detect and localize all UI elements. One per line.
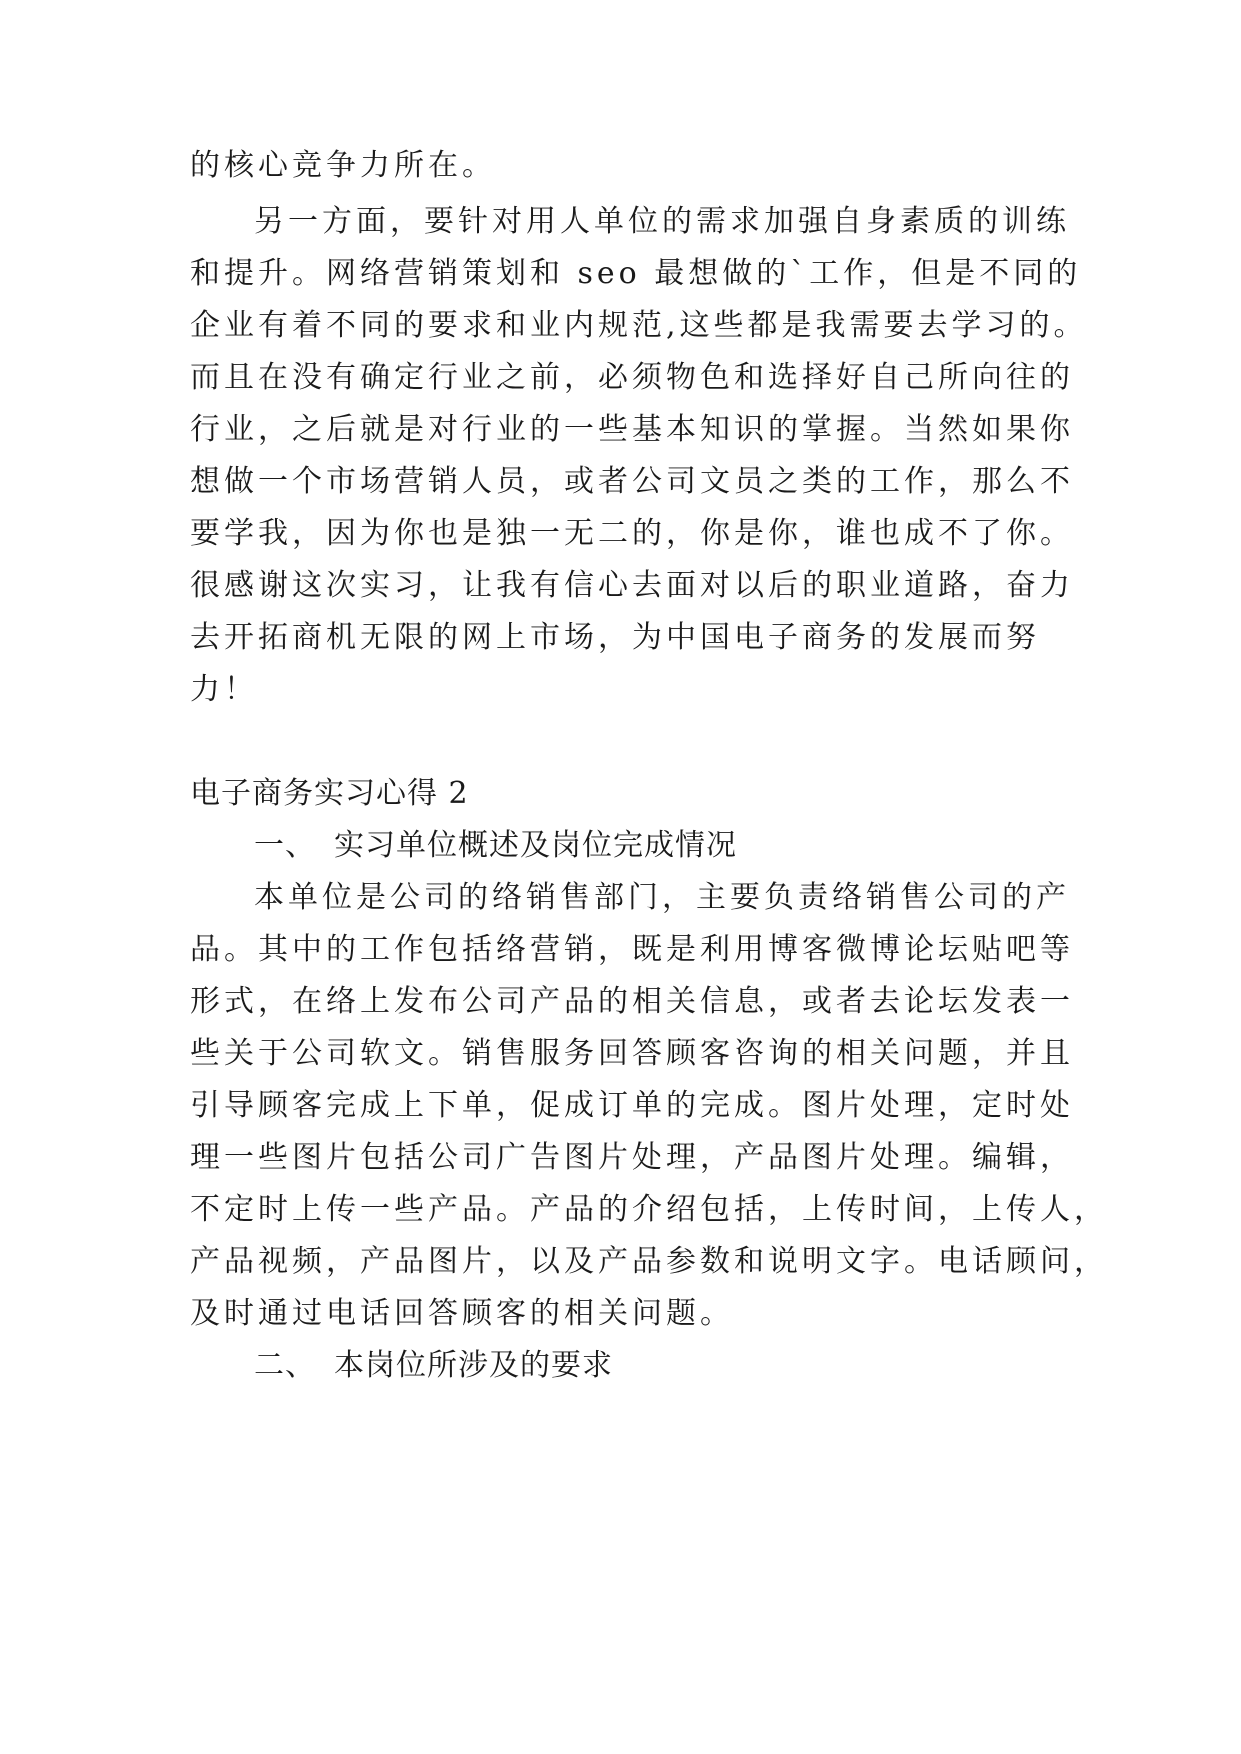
heading-number: 一、 — [254, 828, 316, 863]
paragraph-line: 很感谢这次实习，让我有信心去面对以后的职业道路，奋力 — [190, 568, 1074, 603]
paragraph-line: 和提升。网络营销策划和 seo 最想做的`工作，但是不同的 — [190, 256, 1082, 291]
heading-text: 实习单位概述及岗位完成情况 — [334, 828, 737, 863]
section-heading-2 — [254, 1346, 1070, 1386]
paragraph-line: 去开拓商机无限的网上市场，为中国电子商务的发展而努 — [190, 620, 1040, 655]
paragraph-line: 品。其中的工作包括络营销，既是利用博客微博论坛贴吧等 — [190, 932, 1074, 967]
paragraph-line: 引导顾客完成上下单，促成订单的完成。图片处理，定时处 — [190, 1088, 1074, 1123]
paragraph-line: 力！ — [190, 672, 258, 707]
paragraph-line: 些关于公司软文。销售服务回答顾客咨询的相关问题，并且 — [190, 1036, 1074, 1071]
heading-number: 二、 — [254, 1348, 316, 1383]
paragraph-line: 行业，之后就是对行业的一些基本知识的掌握。当然如果你 — [190, 412, 1074, 447]
paragraph-line: 及时通过电话回答顾客的相关问题。 — [190, 1296, 734, 1331]
paragraph-line: 企业有着不同的要求和业内规范,这些都是我需要去学习的。 — [190, 308, 1088, 343]
paragraph-line: 而且在没有确定行业之前，必须物色和选择好自己所向往的 — [190, 360, 1074, 395]
paragraph-line: 另一方面，要针对用人单位的需求加强自身素质的训练 — [254, 204, 1070, 239]
paragraph-line: 要学我，因为你也是独一无二的，你是你，谁也成不了你。 — [190, 516, 1074, 551]
section-heading-1 — [254, 826, 1070, 866]
paragraph-line: 理一些图片包括公司广告图片处理，产品图片处理。编辑， — [190, 1140, 1074, 1175]
paragraph-line: 本单位是公司的络销售部门，主要负责络销售公司的产 — [254, 880, 1070, 915]
heading-text: 本岗位所涉及的要求 — [334, 1348, 613, 1383]
paragraph-line: 想做一个市场营销人员，或者公司文员之类的工作，那么不 — [190, 464, 1074, 499]
paragraph-line: 的核心竞争力所在。 — [190, 148, 496, 183]
paragraph-line: 不定时上传一些产品。产品的介绍包括，上传时间，上传人， — [190, 1192, 1108, 1227]
paragraph-line: 产品视频，产品图片，以及产品参数和说明文字。电话顾问， — [190, 1244, 1108, 1279]
section-title: 电子商务实习心得 2 — [190, 776, 469, 811]
paragraph-line: 形式，在络上发布公司产品的相关信息，或者去论坛发表一 — [190, 984, 1074, 1019]
